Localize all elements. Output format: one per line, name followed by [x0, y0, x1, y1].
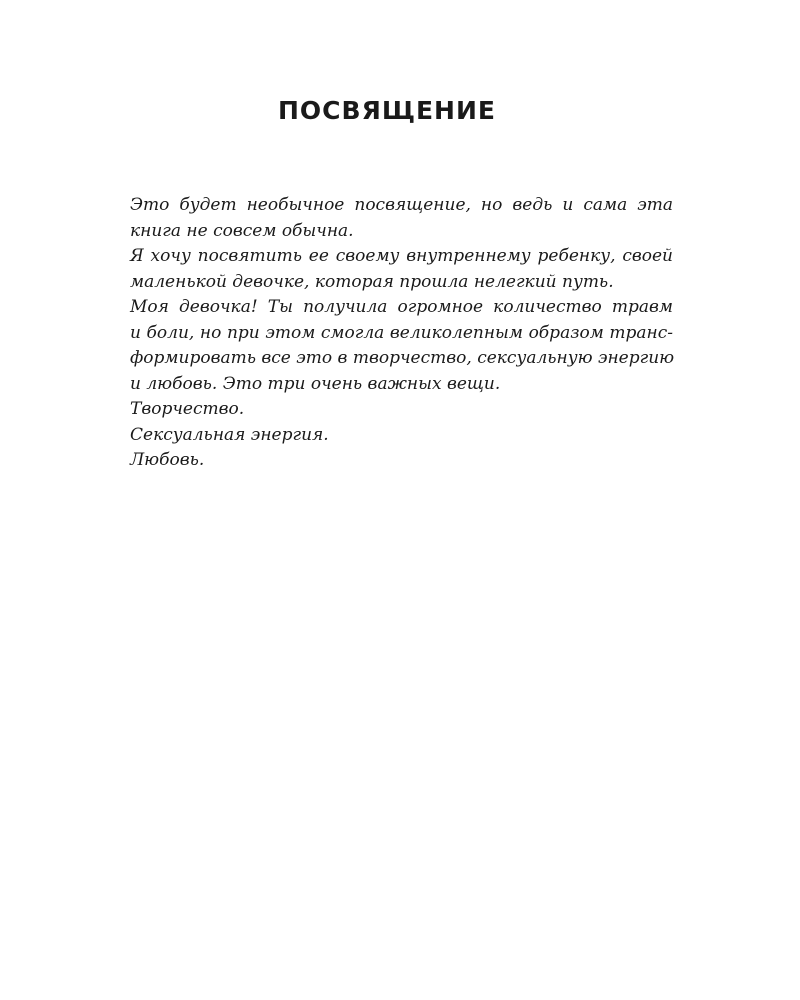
- page-title: ПОСВЯЩЕНИЕ: [278, 96, 496, 125]
- text-line: и любовь. Это три очень важных вещи.: [130, 373, 501, 394]
- paragraph-3: [103, 295, 673, 397]
- dedication-text: [103, 193, 673, 474]
- text-line: и боли, но при этом смогла великолепным образом транс-: [130, 322, 673, 343]
- text-line: Я хочу посвятить ее своему внутреннему ребенку, своей: [130, 246, 673, 266]
- short-line-sexual-energy: Сексуальная энергия.: [130, 424, 329, 445]
- text-line: маленькой девочке, которая прошла нелегкий путь.: [130, 271, 614, 292]
- text-line: книга не совсем обычна.: [130, 220, 354, 241]
- short-line-love: Любовь.: [130, 450, 205, 470]
- text-line: формировать все это в творчество, сексуальную энергию: [130, 348, 675, 368]
- text-line: Моя девочка! Ты получила огромное количество травм: [130, 297, 673, 317]
- paragraph-1: [103, 193, 673, 244]
- paragraph-2: [103, 244, 673, 295]
- short-line-creativity: Творчество.: [130, 399, 245, 419]
- text-line: Это будет необычное посвящение, но ведь и сама эта: [130, 195, 673, 215]
